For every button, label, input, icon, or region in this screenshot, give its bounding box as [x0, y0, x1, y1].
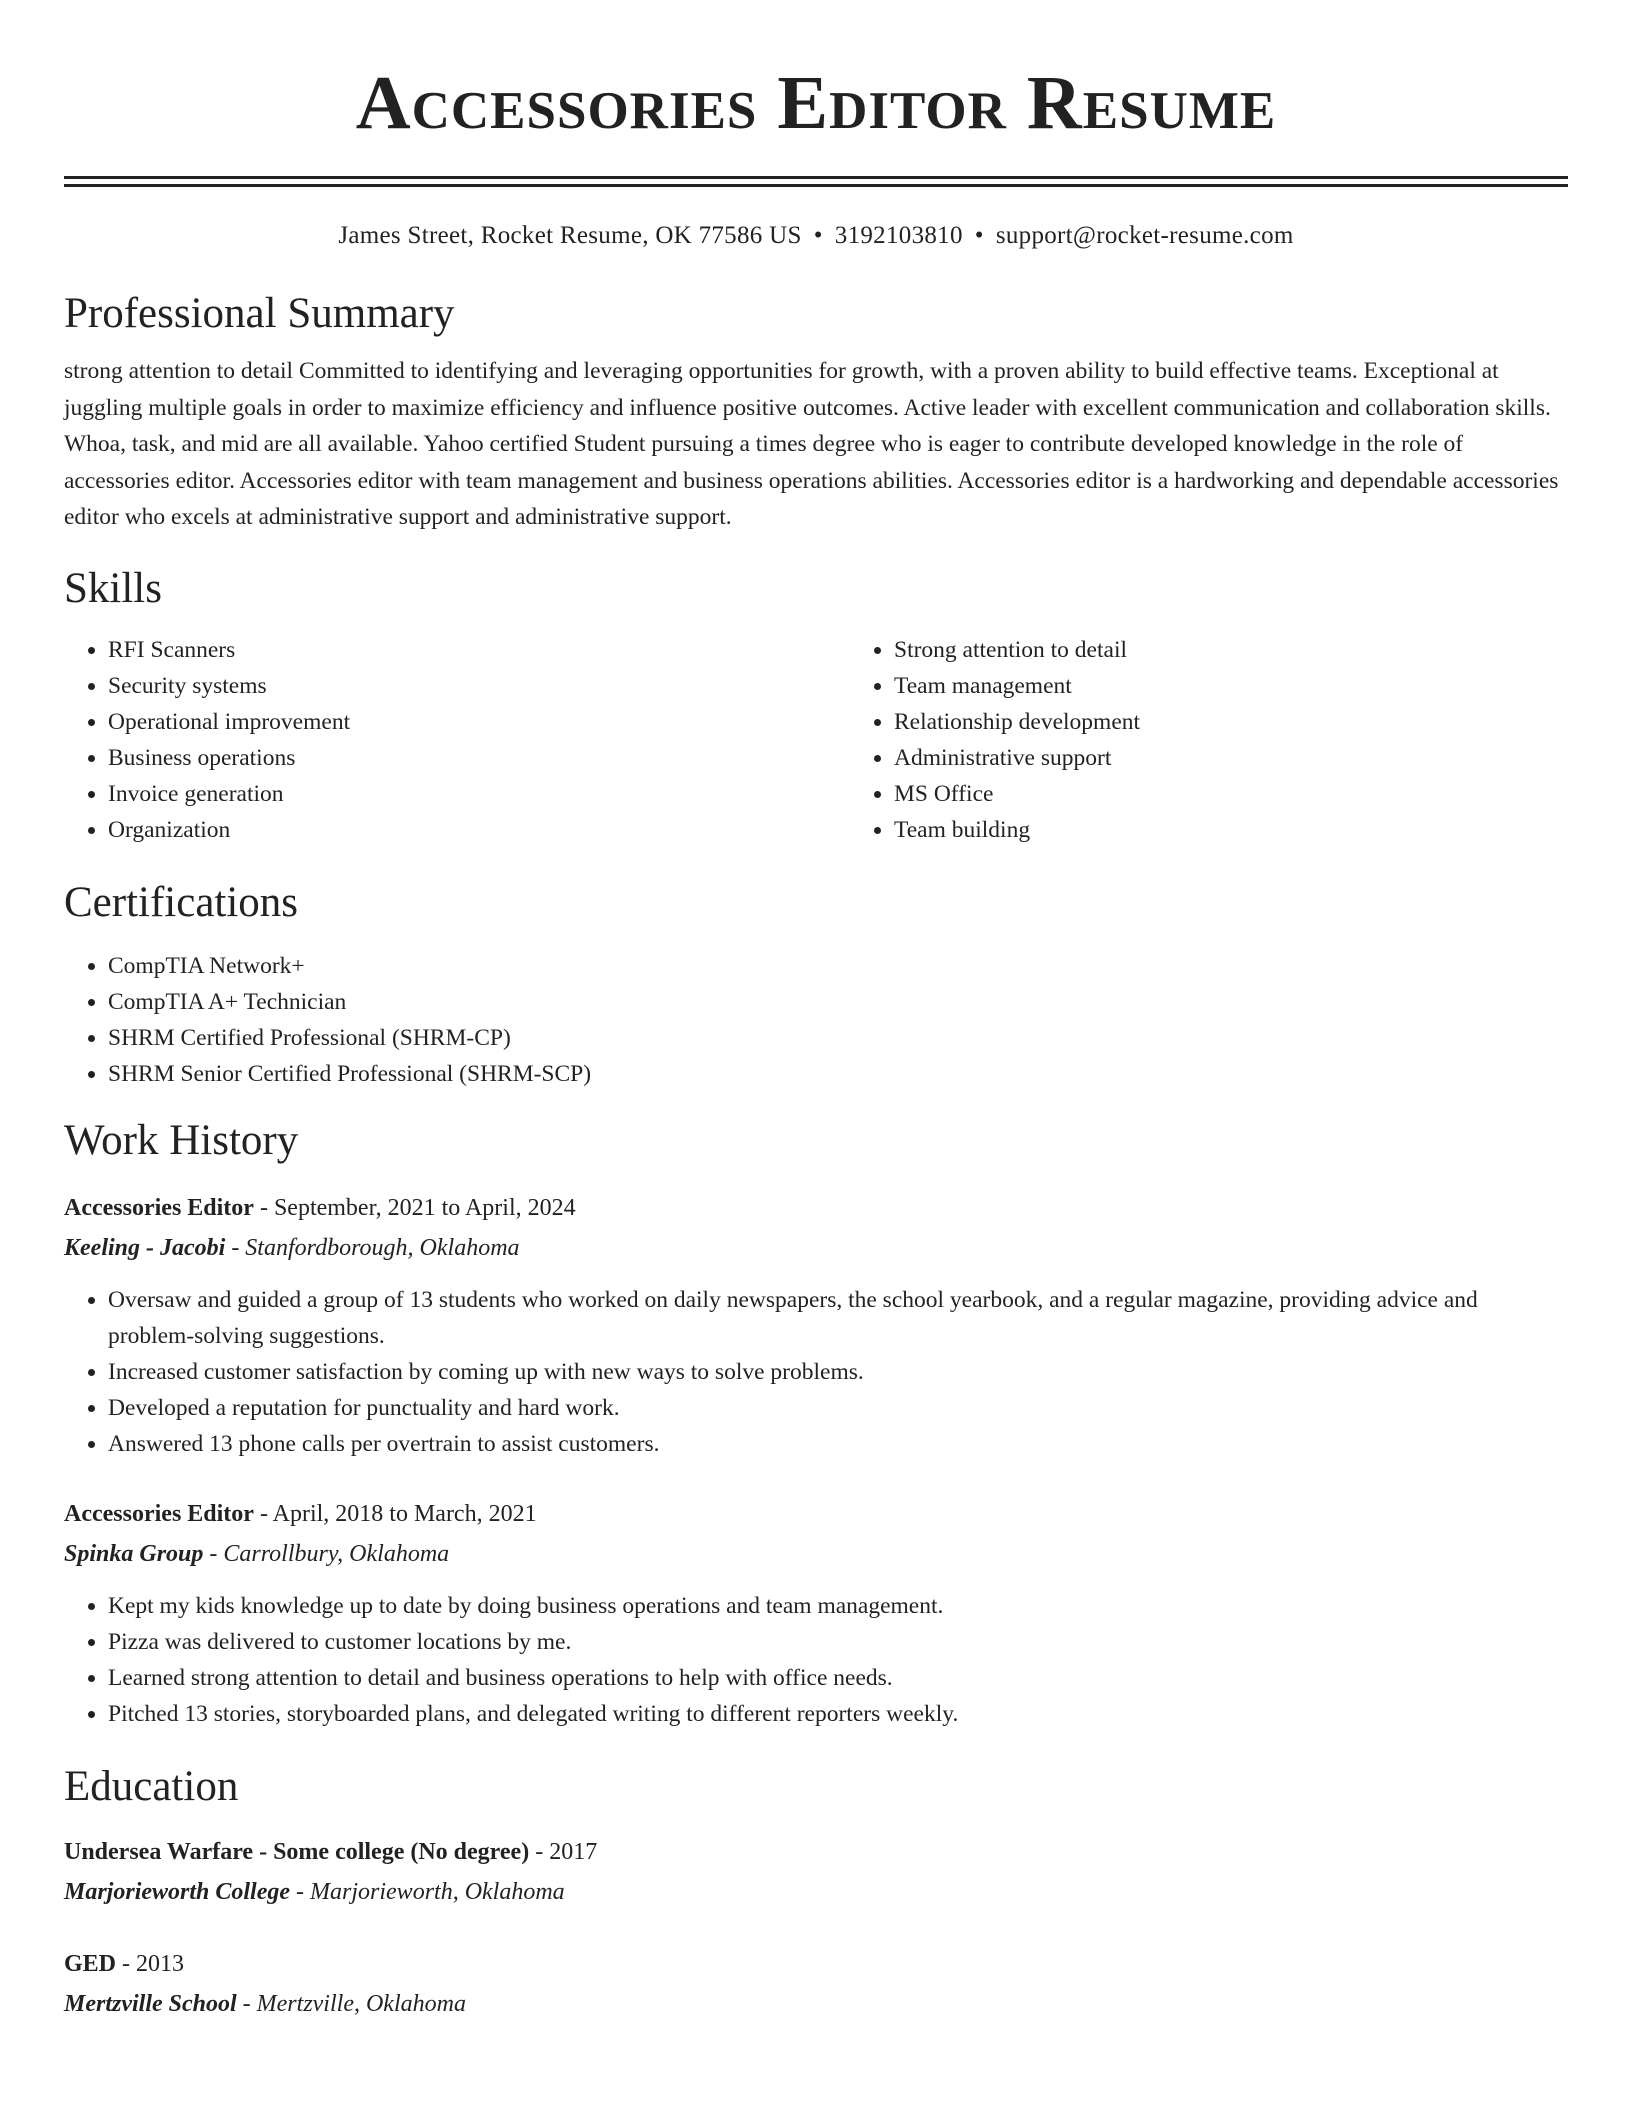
job-entry: [64, 1496, 1568, 1732]
contact-line: [64, 221, 1568, 251]
skills-right-list: [850, 632, 1140, 848]
job-bullets: [64, 1282, 1568, 1462]
job-bullet: • Oversaw and guided a group of 13 students who worked on daily newspapers, the school yearbook, and a regular magazine, providing advice and problem-solving suggestions.: [108, 1282, 1568, 1354]
education-degree: Undersea Warfare - Some college (No degree): [64, 1838, 530, 1865]
work-history-heading: Work History: [64, 1116, 299, 1164]
skill-item: • Business operations: [108, 740, 850, 776]
job-entry: [64, 1190, 1568, 1462]
skill-item: • RFI Scanners: [108, 632, 850, 668]
certification-item: • SHRM Senior Certified Professional (SHRM-SCP): [108, 1056, 1568, 1092]
job-company: Spinka Group: [64, 1540, 204, 1567]
certification-item: • CompTIA A+ Technician: [108, 984, 1568, 1020]
job-bullet: • Kept my kids knowledge up to date by doing business operations and team management.: [108, 1588, 1568, 1624]
job-dates: - September, 2021 to April, 2024: [253, 1194, 576, 1221]
job-company-line: [64, 1536, 1568, 1572]
job-location: - Carrollbury, Oklahoma: [203, 1540, 450, 1567]
skills-left-list: [64, 632, 850, 848]
contact-address: James Street, Rocket Resume, OK 77586 US: [338, 222, 802, 249]
education-school: Marjorieworth College: [64, 1878, 291, 1905]
skill-item: • MS Office: [894, 776, 1140, 812]
certifications-heading: Certifications: [64, 878, 299, 926]
education-location: - Mertzville, Oklahoma: [236, 1990, 466, 2017]
certification-item: • SHRM Certified Professional (SHRM-CP): [108, 1020, 1568, 1056]
job-company: Keeling - Jacobi: [64, 1234, 226, 1261]
skill-item: • Strong attention to detail: [894, 632, 1140, 668]
skill-item: • Relationship development: [894, 704, 1140, 740]
education-entry: [64, 1834, 1568, 1910]
job-company-line: [64, 1230, 1568, 1266]
education-year: - 2013: [116, 1950, 185, 1977]
skill-item: • Invoice generation: [108, 776, 850, 812]
skill-item: • Operational improvement: [108, 704, 850, 740]
job-bullets: [64, 1588, 1568, 1732]
job-bullet: • Learned strong attention to detail and business operations to help with office needs.: [108, 1660, 1568, 1696]
education-school-line: [64, 1874, 1568, 1910]
contact-phone: 3192103810: [834, 222, 963, 249]
job-bullet: • Increased customer satisfaction by coming up with new ways to solve problems.: [108, 1354, 1568, 1390]
skill-item: • Security systems: [108, 668, 850, 704]
skills-heading: Skills: [64, 564, 162, 612]
summary-text: strong attention to detail Committed to identifying and leveraging opportunities for growth, with a proven ability to build effective teams. Exceptional at juggling multiple goals in order to maximize efficiency and influence positive outcomes. Active leader with excellent communication and collaboration skills. Whoa, task, and mid are all available. Yahoo certified Student pursuing a times degree who is eager to contribute developed knowledge in the role of accessories editor. Accessories editor with team management and business operations abilities. Accessories editor is a hardworking and dependable accessories editor who excels at administrative support and administrative support.: [64, 358, 1559, 530]
skill-item: • Team building: [894, 812, 1140, 848]
education-degree: GED: [64, 1950, 117, 1977]
job-title: Accessories Editor: [64, 1500, 254, 1527]
education-year: - 2017: [529, 1838, 598, 1865]
skill-item: • Administrative support: [894, 740, 1140, 776]
contact-email: support@rocket-resume.com: [995, 222, 1294, 249]
education-degree-line: [64, 1946, 1568, 1982]
resume-title: Accessories Editor Resume: [355, 61, 1277, 145]
contact-separator: •: [974, 222, 984, 249]
job-bullet: • Pitched 13 stories, storyboarded plans, and delegated writing to different reporters weekly.: [108, 1696, 1568, 1732]
contact-separator: •: [813, 222, 823, 249]
job-dates: - April, 2018 to March, 2021: [253, 1500, 537, 1527]
education-school-line: [64, 1986, 1568, 2022]
education-school: Mertzville School: [64, 1990, 237, 2017]
education-degree-line: [64, 1834, 1568, 1870]
education-location: - Marjorieworth, Oklahoma: [290, 1878, 565, 1905]
certification-item: • CompTIA Network+: [108, 948, 1568, 984]
job-bullet: • Answered 13 phone calls per overtrain to assist customers.: [108, 1426, 1568, 1462]
job-title: Accessories Editor: [64, 1194, 254, 1221]
job-title-line: [64, 1190, 1568, 1226]
skills-columns: [64, 632, 1568, 848]
certifications-list: [64, 948, 1568, 1092]
skill-item: • Organization: [108, 812, 850, 848]
job-title-line: [64, 1496, 1568, 1532]
title-divider: [64, 176, 1568, 187]
job-location: - Stanfordborough, Oklahoma: [225, 1234, 520, 1261]
education-entry: [64, 1946, 1568, 2022]
education-heading: Education: [64, 1762, 239, 1810]
job-bullet: • Developed a reputation for punctuality and hard work.: [108, 1390, 1568, 1426]
summary-heading: Professional Summary: [64, 290, 455, 337]
skill-item: • Team management: [894, 668, 1140, 704]
job-bullet: • Pizza was delivered to customer locations by me.: [108, 1624, 1568, 1660]
